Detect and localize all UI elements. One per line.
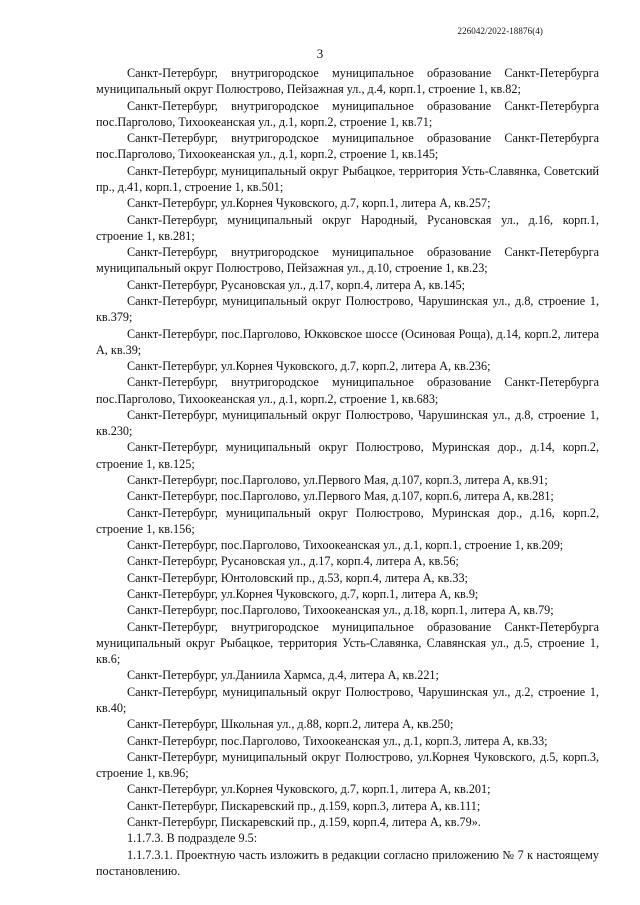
address-paragraph: Санкт-Петербург, пос.Парголово, ул.Первого Мая, д.107, корп.3, литера А, кв.91; [127,473,548,488]
address-paragraph: Санкт-Петербург, внутригородское муниципальное образование Санкт-Петербурга муниципальный округ Полюстрово, Пейзажная ул., д.10, строение 1, кв.23; [96,245,599,276]
document-number: 226042/2022-18876(4) [457,26,543,36]
address-paragraph: Санкт-Петербург, муниципальный округ Полюстрово, Муринская дор., д.14, корп.2, строение 1, кв.125; [96,440,599,471]
address-paragraph: Санкт-Петербург, муниципальный округ Полюстрово, Муринская дор., д.16, корп.2, строение 1, кв.156; [96,505,599,536]
address-paragraph: Санкт-Петербург, ул.Даниила Хармса, д.4, литера А, кв.221; [127,668,439,683]
address-paragraph: 1.1.7.3. В подразделе 9.5: [127,831,258,846]
address-paragraph: Санкт-Петербург, внутригородское муниципальное образование Санкт-Петербурга муниципальный округ Рыбацкое, территория Усть-Славянка, Славянская ул., д.5, строение 1, кв.6; [96,619,599,667]
address-paragraph: Санкт-Петербург, пос.Парголово, Юкковское шоссе (Осиновая Роща), д.14, корп.2, литера А, кв.39; [96,326,599,357]
address-paragraph: Санкт-Петербург, Пискаревский пр., д.159, корп.4, литера А, кв.79». [127,814,481,829]
address-paragraph: Санкт-Петербург, внутригородское муниципальное образование Санкт-Петербурга муниципальный округ Полюстрово, Пейзажная ул., д.4, корп.1, строение 1, кв.82; [96,66,599,97]
address-paragraph: Санкт-Петербург, ул.Корнея Чуковского, д.7, корп.1, литера А, кв.9; [127,587,479,601]
address-paragraph: Санкт-Петербург, ул.Корнея Чуковского, д.7, корп.2, литера А, кв.236; [127,359,491,374]
document-body [96,65,599,879]
address-paragraph: Санкт-Петербург, муниципальный округ Полюстрово, Чарушинская ул., д.2, строение 1, кв.40; [96,684,599,715]
address-paragraph: Санкт-Петербург, ул.Корнея Чуковского, д.7, корп.1, литера А, кв.257; [127,196,491,211]
address-paragraph: Санкт-Петербург, внутригородское муниципальное образование Санкт-Петербурга пос.Парголово, Тихоокеанская ул., д.1, корп.2, строение 1, кв.71; [96,98,599,129]
address-paragraph: Санкт-Петербург, муниципальный округ Полюстрово, ул.Корнея Чуковского, д.5, корп.3, строение 1, кв.96; [96,749,599,781]
address-paragraph: Санкт-Петербург, муниципальный округ Народный, Русановская ул., д.16, корп.1, строение 1, кв.281; [96,212,599,243]
address-paragraph: Санкт-Петербург, Пискаревский пр., д.159, корп.3, литера А, кв.111; [127,798,481,813]
address-paragraph: Санкт-Петербург, пос.Парголово, Тихоокеанская ул., д.18, корп.1, литера А, кв.79; [127,603,554,618]
address-paragraph: Санкт-Петербург, внутригородское муниципальное образование Санкт-Петербурга пос.Парголово, Тихоокеанская ул., д.1, корп.2, строение 1, кв.145; [96,131,599,162]
address-paragraph: Санкт-Петербург, пос.Парголово, Тихоокеанская ул., д.1, корп.1, строение 1, кв.209; [127,538,564,553]
address-paragraph: Санкт-Петербург, Юнтоловский пр., д.53, корп.4, литера А, кв.33; [127,570,468,585]
address-paragraph: Санкт-Петербург, Школьная ул., д.88, корп.2, литера А, кв.250; [127,717,454,732]
address-paragraph: Санкт-Петербург, ул.Корнея Чуковского, д.7, корп.1, литера А, кв.201; [127,782,491,797]
address-paragraph: Санкт-Петербург, муниципальный округ Рыбацкое, территория Усть-Славянка, Советский пр., д.41, корп.1, строение 1, кв.501; [96,163,599,194]
address-paragraph: Санкт-Петербург, муниципальный округ Полюстрово, Чарушинская ул., д.8, строение 1, кв.230; [96,407,599,439]
address-paragraph: Санкт-Петербург, пос.Парголово, Тихоокеанская ул., д.1, корп.3, литера А, кв.33; [127,733,548,748]
address-paragraph: 1.1.7.3.1. Проектную часть изложить в редакции согласно приложению № 7 к настоящему постановлению. [96,847,599,878]
address-paragraph: Санкт-Петербург, Русановская ул., д.17, корп.4, литера А, кв.56; [127,554,459,569]
address-paragraph: Санкт-Петербург, муниципальный округ Полюстрово, Чарушинская ул., д.8, строение 1, кв.379; [96,293,599,325]
page-number: 3 [316,46,324,61]
address-paragraph: Санкт-Петербург, Русановская ул., д.17, корп.4, литера А, кв.145; [127,277,465,292]
address-paragraph: Санкт-Петербург, пос.Парголово, ул.Первого Мая, д.107, корп.6, литера А, кв.281; [127,489,554,504]
address-paragraph: Санкт-Петербург, внутригородское муниципальное образование Санкт-Петербурга пос.Парголово, Тихоокеанская ул., д.1, корп.2, строение 1, кв.683; [96,375,599,406]
